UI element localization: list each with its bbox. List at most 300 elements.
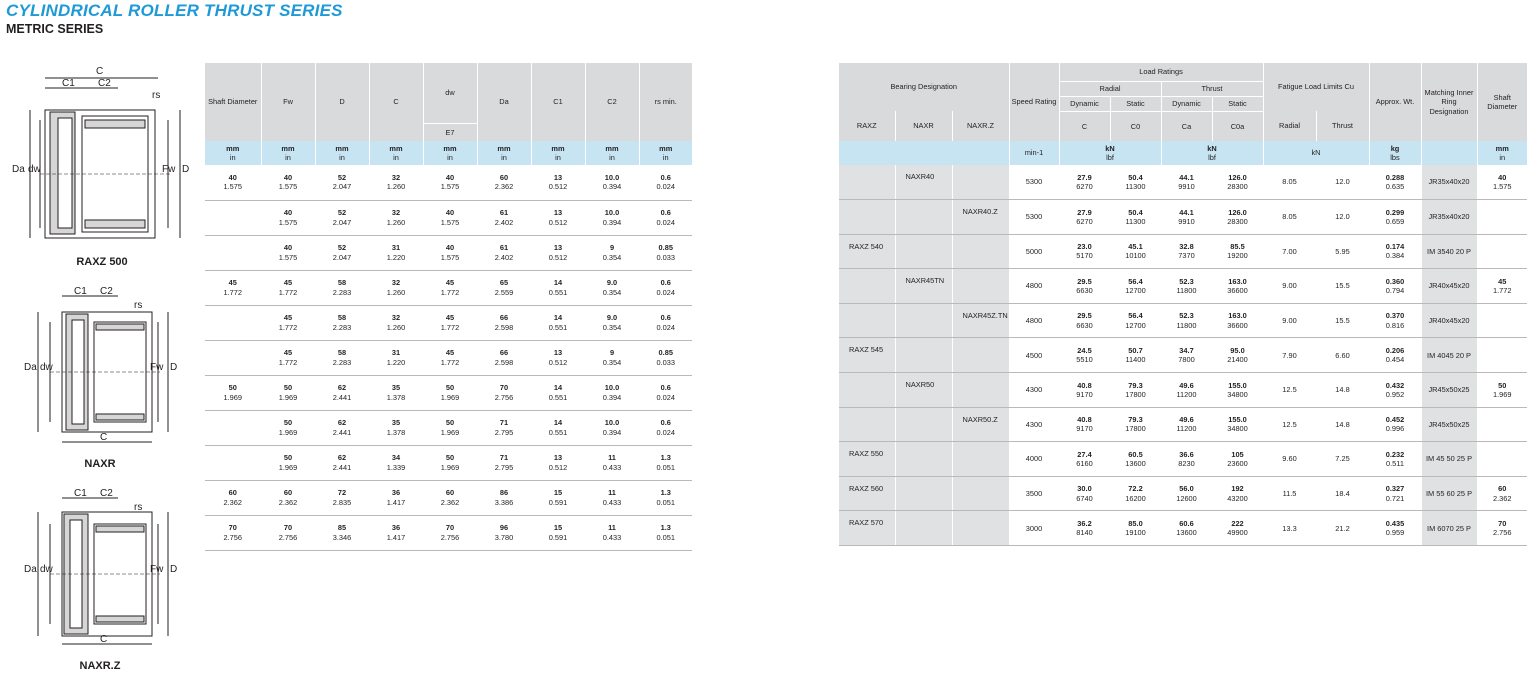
cell-naxrz <box>952 442 1009 477</box>
cell-raxz: RAXZ 545 <box>839 338 895 373</box>
cell-da: 66 2.598 <box>477 305 531 340</box>
cell-tc0a: 126.0 28300 <box>1212 165 1263 200</box>
col-c2: C2 <box>585 63 639 141</box>
cell-shaft: 50 1.969 <box>1477 373 1527 408</box>
cell-rc: 29.5 6630 <box>1059 269 1110 304</box>
cell-fw: 50 1.969 <box>261 375 315 410</box>
cell-dw: 40 1.575 <box>423 235 477 270</box>
cell-c1: 14 0.551 <box>531 270 585 305</box>
col-shaft-diameter: Shaft Diameter <box>205 63 261 141</box>
cell-c: 32 1.260 <box>369 305 423 340</box>
cell-wt: 0.288 0.635 <box>1369 165 1421 200</box>
cell-c2: 9.0 0.354 <box>585 305 639 340</box>
cell-rc0: 45.1 10100 <box>1110 234 1161 269</box>
cell-ft: 15.5 <box>1316 303 1369 338</box>
cell-c: 35 1.378 <box>369 410 423 445</box>
cell-rc: 40.8 9170 <box>1059 373 1110 408</box>
naxrz-da-label: Da <box>24 564 37 575</box>
cell-wt: 0.370 0.816 <box>1369 303 1421 338</box>
cell-tc0a: 163.0 36600 <box>1212 269 1263 304</box>
cell-c2: 9 0.354 <box>585 340 639 375</box>
cell-match: JR40x45x20 <box>1421 303 1477 338</box>
cell-fw: 70 2.756 <box>261 515 315 550</box>
col-thrust: Thrust <box>1161 81 1263 96</box>
cell-c2: 10.0 0.394 <box>585 200 639 235</box>
cell-tca: 56.0 12600 <box>1161 476 1212 511</box>
cell-c1: 14 0.551 <box>531 375 585 410</box>
cell-rc: 23.0 5170 <box>1059 234 1110 269</box>
cell-naxrz <box>952 511 1009 546</box>
cell-dw: 40 1.575 <box>423 200 477 235</box>
cell-rs: 1.3 0.051 <box>639 445 692 480</box>
naxr-drawing <box>0 282 200 452</box>
cell-fw: 40 1.575 <box>261 235 315 270</box>
cell-da: 60 2.362 <box>477 165 531 200</box>
cell-speed: 4800 <box>1009 269 1059 304</box>
table-row <box>839 165 1527 200</box>
cell-speed: 4500 <box>1009 338 1059 373</box>
cell-c2: 11 0.433 <box>585 445 639 480</box>
cell-wt: 0.432 0.952 <box>1369 373 1421 408</box>
cell-c1: 15 0.591 <box>531 515 585 550</box>
cell-c: 32 1.260 <box>369 165 423 200</box>
cell-rc0: 72.2 16200 <box>1110 476 1161 511</box>
naxrz-drawing <box>0 484 200 654</box>
col-load-ratings: Load Ratings <box>1059 63 1263 81</box>
cell-rs: 0.6 0.024 <box>639 305 692 340</box>
col-fatigue-thrust: Thrust <box>1316 111 1369 141</box>
cell-tc0a: 126.0 28300 <box>1212 200 1263 235</box>
cell-tca: 34.7 7800 <box>1161 338 1212 373</box>
col-c1: C1 <box>531 63 585 141</box>
cell-speed: 4300 <box>1009 407 1059 442</box>
cell-dw: 70 2.756 <box>423 515 477 550</box>
naxrz-fw-label: Fw <box>150 564 164 575</box>
cell-match: IM 55 60 25 P <box>1421 476 1477 511</box>
cell-tca: 49.6 11200 <box>1161 407 1212 442</box>
cell-tc0a: 155.0 34800 <box>1212 407 1263 442</box>
raxz-dw-label: dw <box>28 164 41 175</box>
cell-rs: 0.85 0.033 <box>639 340 692 375</box>
col-c: C <box>369 63 423 141</box>
cell-naxrz <box>952 165 1009 200</box>
table-row <box>205 515 692 550</box>
units-radial: kN lbf <box>1059 141 1161 165</box>
cell-fr: 7.90 <box>1263 338 1316 373</box>
cell-fr: 8.05 <box>1263 165 1316 200</box>
naxrz-c1-label: C1 <box>74 488 87 499</box>
cell-fr: 9.00 <box>1263 303 1316 338</box>
cell-d: 72 2.835 <box>315 480 369 515</box>
cell-speed: 5000 <box>1009 234 1059 269</box>
cell-speed: 3500 <box>1009 476 1059 511</box>
cell-rc0: 60.5 13600 <box>1110 442 1161 477</box>
units-matching <box>1421 141 1477 165</box>
cell-tc0a: 222 49900 <box>1212 511 1263 546</box>
cell-shaft <box>1477 303 1527 338</box>
table-row <box>839 234 1527 269</box>
cell-d: 62 2.441 <box>315 375 369 410</box>
col-naxr: NAXR <box>895 111 952 141</box>
cell-ft: 5.95 <box>1316 234 1369 269</box>
cell-raxz <box>839 269 895 304</box>
cell-fr: 12.5 <box>1263 373 1316 408</box>
cell-wt: 0.174 0.384 <box>1369 234 1421 269</box>
cell-speed: 4800 <box>1009 303 1059 338</box>
cell-rc0: 56.4 12700 <box>1110 303 1161 338</box>
cell-ft: 12.0 <box>1316 200 1369 235</box>
cell-naxrz <box>952 234 1009 269</box>
cell-ft: 6.60 <box>1316 338 1369 373</box>
units-row <box>205 141 692 165</box>
cell-c1: 13 0.512 <box>531 340 585 375</box>
cell-raxz <box>839 373 895 408</box>
cell-shaft <box>205 340 261 375</box>
col-raxz: RAXZ <box>839 111 895 141</box>
cell-fw: 40 1.575 <box>261 200 315 235</box>
cell-shaft: 70 2.756 <box>205 515 261 550</box>
cell-c2: 10.0 0.394 <box>585 410 639 445</box>
cell-naxr: NAXR40 <box>895 165 952 200</box>
dimensions-table <box>205 63 692 551</box>
cell-naxrz <box>952 338 1009 373</box>
cell-naxr <box>895 476 952 511</box>
cell-da: 71 2.795 <box>477 410 531 445</box>
cell-fw: 45 1.772 <box>261 305 315 340</box>
cell-shaft: 45 1.772 <box>1477 269 1527 304</box>
cell-rc: 40.8 9170 <box>1059 407 1110 442</box>
naxr-da-label: Da <box>24 362 37 373</box>
cell-rc0: 85.0 19100 <box>1110 511 1161 546</box>
cell-c: 35 1.378 <box>369 375 423 410</box>
naxr-rs-label: rs <box>134 300 143 311</box>
cell-fw: 50 1.969 <box>261 410 315 445</box>
units-speed: min-1 <box>1009 141 1059 165</box>
cell-fw: 45 1.772 <box>261 340 315 375</box>
col-radial-c: C <box>1059 111 1110 141</box>
cell-wt: 0.452 0.996 <box>1369 407 1421 442</box>
cell-d: 85 3.346 <box>315 515 369 550</box>
cell-match: JR40x45x20 <box>1421 269 1477 304</box>
naxr-cross-section <box>0 282 200 452</box>
cell-tc0a: 85.5 19200 <box>1212 234 1263 269</box>
cell-tca: 36.6 8230 <box>1161 442 1212 477</box>
col-shaft-diameter-right: Shaft Diameter <box>1477 63 1527 141</box>
cell-shaft: 45 1.772 <box>205 270 261 305</box>
cell-naxrz <box>952 373 1009 408</box>
cell-da: 86 3.386 <box>477 480 531 515</box>
cell-shaft: 60 2.362 <box>1477 476 1527 511</box>
cell-match: JR45x50x25 <box>1421 407 1477 442</box>
cell-rc: 27.4 6160 <box>1059 442 1110 477</box>
cell-d: 62 2.441 <box>315 410 369 445</box>
cell-speed: 4000 <box>1009 442 1059 477</box>
cell-dw: 45 1.772 <box>423 270 477 305</box>
col-fatigue-radial: Radial <box>1263 111 1316 141</box>
cell-fw: 45 1.772 <box>261 270 315 305</box>
cell-rc0: 56.4 12700 <box>1110 269 1161 304</box>
raxz-drawing <box>0 60 200 250</box>
cell-raxz <box>839 200 895 235</box>
col-bearing-designation: Bearing Designation <box>839 63 1009 111</box>
cell-fr: 8.05 <box>1263 200 1316 235</box>
cell-shaft <box>1477 338 1527 373</box>
cell-shaft: 50 1.969 <box>205 375 261 410</box>
cell-c2: 11 0.433 <box>585 515 639 550</box>
cell-raxz: RAXZ 570 <box>839 511 895 546</box>
col-radial-dynamic: Dynamic <box>1059 96 1110 111</box>
cell-ft: 7.25 <box>1316 442 1369 477</box>
cell-shaft <box>205 305 261 340</box>
cell-shaft <box>1477 442 1527 477</box>
cell-wt: 0.206 0.454 <box>1369 338 1421 373</box>
cell-da: 96 3.780 <box>477 515 531 550</box>
unit-cell: mm in <box>205 141 261 165</box>
naxrz-d-label: D <box>170 564 178 575</box>
cell-c2: 11 0.433 <box>585 480 639 515</box>
raxz-d-label: D <box>182 164 190 175</box>
cell-naxr <box>895 234 952 269</box>
table-row <box>839 476 1527 511</box>
raxz-da-label: Da <box>12 164 25 175</box>
raxz-caption: RAXZ 500 <box>76 256 128 268</box>
cell-dw: 45 1.772 <box>423 340 477 375</box>
naxrz-caption: NAXR.Z <box>79 660 121 672</box>
units-thrust: kN lbf <box>1161 141 1263 165</box>
cell-rc0: 50.4 11300 <box>1110 165 1161 200</box>
cell-rc0: 50.7 11400 <box>1110 338 1161 373</box>
cell-dw: 50 1.969 <box>423 445 477 480</box>
cell-d: 58 2.283 <box>315 340 369 375</box>
cell-rs: 0.6 0.024 <box>639 165 692 200</box>
cell-shaft <box>1477 200 1527 235</box>
cell-c2: 9.0 0.354 <box>585 270 639 305</box>
raxz-c-label: C <box>96 66 104 77</box>
cell-rs: 1.3 0.051 <box>639 515 692 550</box>
cell-naxr <box>895 338 952 373</box>
cell-rc: 27.9 6270 <box>1059 200 1110 235</box>
cell-d: 52 2.047 <box>315 200 369 235</box>
table-row <box>205 200 692 235</box>
naxrz-dw-label: dw <box>40 564 53 575</box>
naxr-c1-label: C1 <box>74 286 87 297</box>
cell-da: 61 2.402 <box>477 235 531 270</box>
table-row <box>839 200 1527 235</box>
cell-c1: 13 0.512 <box>531 445 585 480</box>
units-fatigue: kN <box>1263 141 1369 165</box>
cell-match: IM 4045 20 P <box>1421 338 1477 373</box>
unit-cell: mm in <box>261 141 315 165</box>
table-row <box>839 338 1527 373</box>
cell-rc0: 50.4 11300 <box>1110 200 1161 235</box>
ratings-table <box>839 63 1527 546</box>
cell-da: 71 2.795 <box>477 445 531 480</box>
table-row <box>839 511 1527 546</box>
cell-c1: 14 0.551 <box>531 305 585 340</box>
col-thrust-c0a: C0a <box>1212 111 1263 141</box>
cell-dw: 40 1.575 <box>423 165 477 200</box>
cell-fr: 11.5 <box>1263 476 1316 511</box>
cell-rc0: 79.3 17800 <box>1110 407 1161 442</box>
cell-rc: 29.5 6630 <box>1059 303 1110 338</box>
cell-naxr: NAXR45TN <box>895 269 952 304</box>
cell-raxz <box>839 407 895 442</box>
cell-rc: 24.5 5510 <box>1059 338 1110 373</box>
cell-c1: 13 0.512 <box>531 165 585 200</box>
cell-naxrz: NAXR40.Z <box>952 200 1009 235</box>
col-radial-static: Static <box>1110 96 1161 111</box>
units-weight: kg lbs <box>1369 141 1421 165</box>
unit-cell: mm in <box>639 141 692 165</box>
cell-c1: 13 0.512 <box>531 235 585 270</box>
cell-ft: 15.5 <box>1316 269 1369 304</box>
cell-d: 52 2.047 <box>315 165 369 200</box>
cell-shaft: 40 1.575 <box>205 165 261 200</box>
cell-rs: 1.3 0.051 <box>639 480 692 515</box>
cell-d: 58 2.283 <box>315 305 369 340</box>
units-designation <box>839 141 1009 165</box>
cell-c1: 15 0.591 <box>531 480 585 515</box>
cell-c: 36 1.417 <box>369 515 423 550</box>
cell-c: 32 1.260 <box>369 270 423 305</box>
cell-naxrz: NAXR45Z.TN <box>952 303 1009 338</box>
cell-da: 61 2.402 <box>477 200 531 235</box>
cell-fr: 13.3 <box>1263 511 1316 546</box>
unit-cell: mm in <box>585 141 639 165</box>
cell-rc: 36.2 8140 <box>1059 511 1110 546</box>
table-row <box>205 480 692 515</box>
cell-raxz: RAXZ 540 <box>839 234 895 269</box>
cell-naxrz: NAXR50.Z <box>952 407 1009 442</box>
cell-tca: 52.3 11800 <box>1161 269 1212 304</box>
table-row <box>205 165 692 200</box>
cell-c1: 14 0.551 <box>531 410 585 445</box>
cell-fr: 9.60 <box>1263 442 1316 477</box>
cell-tca: 60.6 13600 <box>1161 511 1212 546</box>
cell-tca: 44.1 9910 <box>1161 200 1212 235</box>
cell-da: 65 2.559 <box>477 270 531 305</box>
raxz-c2-label: C2 <box>98 78 111 89</box>
cell-match: IM 3540 20 P <box>1421 234 1477 269</box>
cell-shaft <box>1477 407 1527 442</box>
cell-shaft <box>205 445 261 480</box>
cell-c: 32 1.260 <box>369 200 423 235</box>
cell-dw: 45 1.772 <box>423 305 477 340</box>
cell-shaft: 40 1.575 <box>1477 165 1527 200</box>
cell-naxr <box>895 303 952 338</box>
cell-dw: 50 1.969 <box>423 410 477 445</box>
cell-wt: 0.435 0.959 <box>1369 511 1421 546</box>
cell-da: 70 2.756 <box>477 375 531 410</box>
cell-raxz: RAXZ 550 <box>839 442 895 477</box>
col-dw: dw <box>423 63 477 123</box>
cell-tc0a: 155.0 34800 <box>1212 373 1263 408</box>
cell-tc0a: 95.0 21400 <box>1212 338 1263 373</box>
cell-raxz <box>839 303 895 338</box>
cell-shaft <box>205 410 261 445</box>
naxr-c-label: C <box>100 432 108 443</box>
naxrz-rs-label: rs <box>134 502 143 513</box>
cell-fw: 50 1.969 <box>261 445 315 480</box>
table-row <box>205 305 692 340</box>
cell-ft: 18.4 <box>1316 476 1369 511</box>
table-row <box>839 373 1527 408</box>
col-thrust-ca: Ca <box>1161 111 1212 141</box>
cell-c: 36 1.417 <box>369 480 423 515</box>
raxz-c1-label: C1 <box>62 78 75 89</box>
naxr-dw-label: dw <box>40 362 53 373</box>
table-row <box>205 235 692 270</box>
cell-ft: 21.2 <box>1316 511 1369 546</box>
cell-c: 31 1.220 <box>369 340 423 375</box>
cell-dw: 60 2.362 <box>423 480 477 515</box>
naxrz-cross-section <box>0 484 200 654</box>
table-row <box>839 407 1527 442</box>
table-row <box>205 375 692 410</box>
cell-fr: 7.00 <box>1263 234 1316 269</box>
cell-shaft <box>205 200 261 235</box>
cell-fr: 12.5 <box>1263 407 1316 442</box>
cell-naxr <box>895 407 952 442</box>
cell-ft: 12.0 <box>1316 165 1369 200</box>
units-shaft: mm in <box>1477 141 1527 165</box>
cell-raxz <box>839 165 895 200</box>
col-naxrz: NAXR.Z <box>952 111 1009 141</box>
table-row <box>205 270 692 305</box>
table-row <box>839 269 1527 304</box>
cell-tca: 44.1 9910 <box>1161 165 1212 200</box>
cell-wt: 0.327 0.721 <box>1369 476 1421 511</box>
cell-naxrz <box>952 269 1009 304</box>
cell-rs: 0.85 0.033 <box>639 235 692 270</box>
col-rs-min: rs min. <box>639 63 692 141</box>
cell-tc0a: 163.0 36600 <box>1212 303 1263 338</box>
raxz-fw-label: Fw <box>162 164 176 175</box>
col-matching-inner-ring: Matching Inner Ring Designation <box>1421 63 1477 141</box>
cell-rc: 30.0 6740 <box>1059 476 1110 511</box>
cell-da: 66 2.598 <box>477 340 531 375</box>
cell-dw: 50 1.969 <box>423 375 477 410</box>
cell-naxr: NAXR50 <box>895 373 952 408</box>
cell-c: 34 1.339 <box>369 445 423 480</box>
cell-rc: 27.9 6270 <box>1059 165 1110 200</box>
naxr-caption: NAXR <box>84 458 116 470</box>
cell-c2: 10.0 0.394 <box>585 165 639 200</box>
unit-cell: mm in <box>531 141 585 165</box>
cell-ft: 14.8 <box>1316 373 1369 408</box>
cell-rs: 0.6 0.024 <box>639 270 692 305</box>
col-dw-tolerance: E7 <box>423 123 477 141</box>
table-row <box>205 340 692 375</box>
naxr-d-label: D <box>170 362 178 373</box>
cell-shaft <box>1477 234 1527 269</box>
cell-wt: 0.232 0.511 <box>1369 442 1421 477</box>
naxr-c2-label: C2 <box>100 286 113 297</box>
col-speed-rating: Speed Rating <box>1009 63 1059 141</box>
cell-d: 58 2.283 <box>315 270 369 305</box>
cell-fw: 40 1.575 <box>261 165 315 200</box>
cell-speed: 5300 <box>1009 200 1059 235</box>
cell-rc0: 79.3 17800 <box>1110 373 1161 408</box>
naxr-fw-label: Fw <box>150 362 164 373</box>
cell-rs: 0.6 0.024 <box>639 410 692 445</box>
cell-match: JR35x40x20 <box>1421 165 1477 200</box>
cell-rs: 0.6 0.024 <box>639 375 692 410</box>
cell-c1: 13 0.512 <box>531 200 585 235</box>
cell-wt: 0.299 0.659 <box>1369 200 1421 235</box>
table-row <box>205 445 692 480</box>
cell-shaft: 60 2.362 <box>205 480 261 515</box>
